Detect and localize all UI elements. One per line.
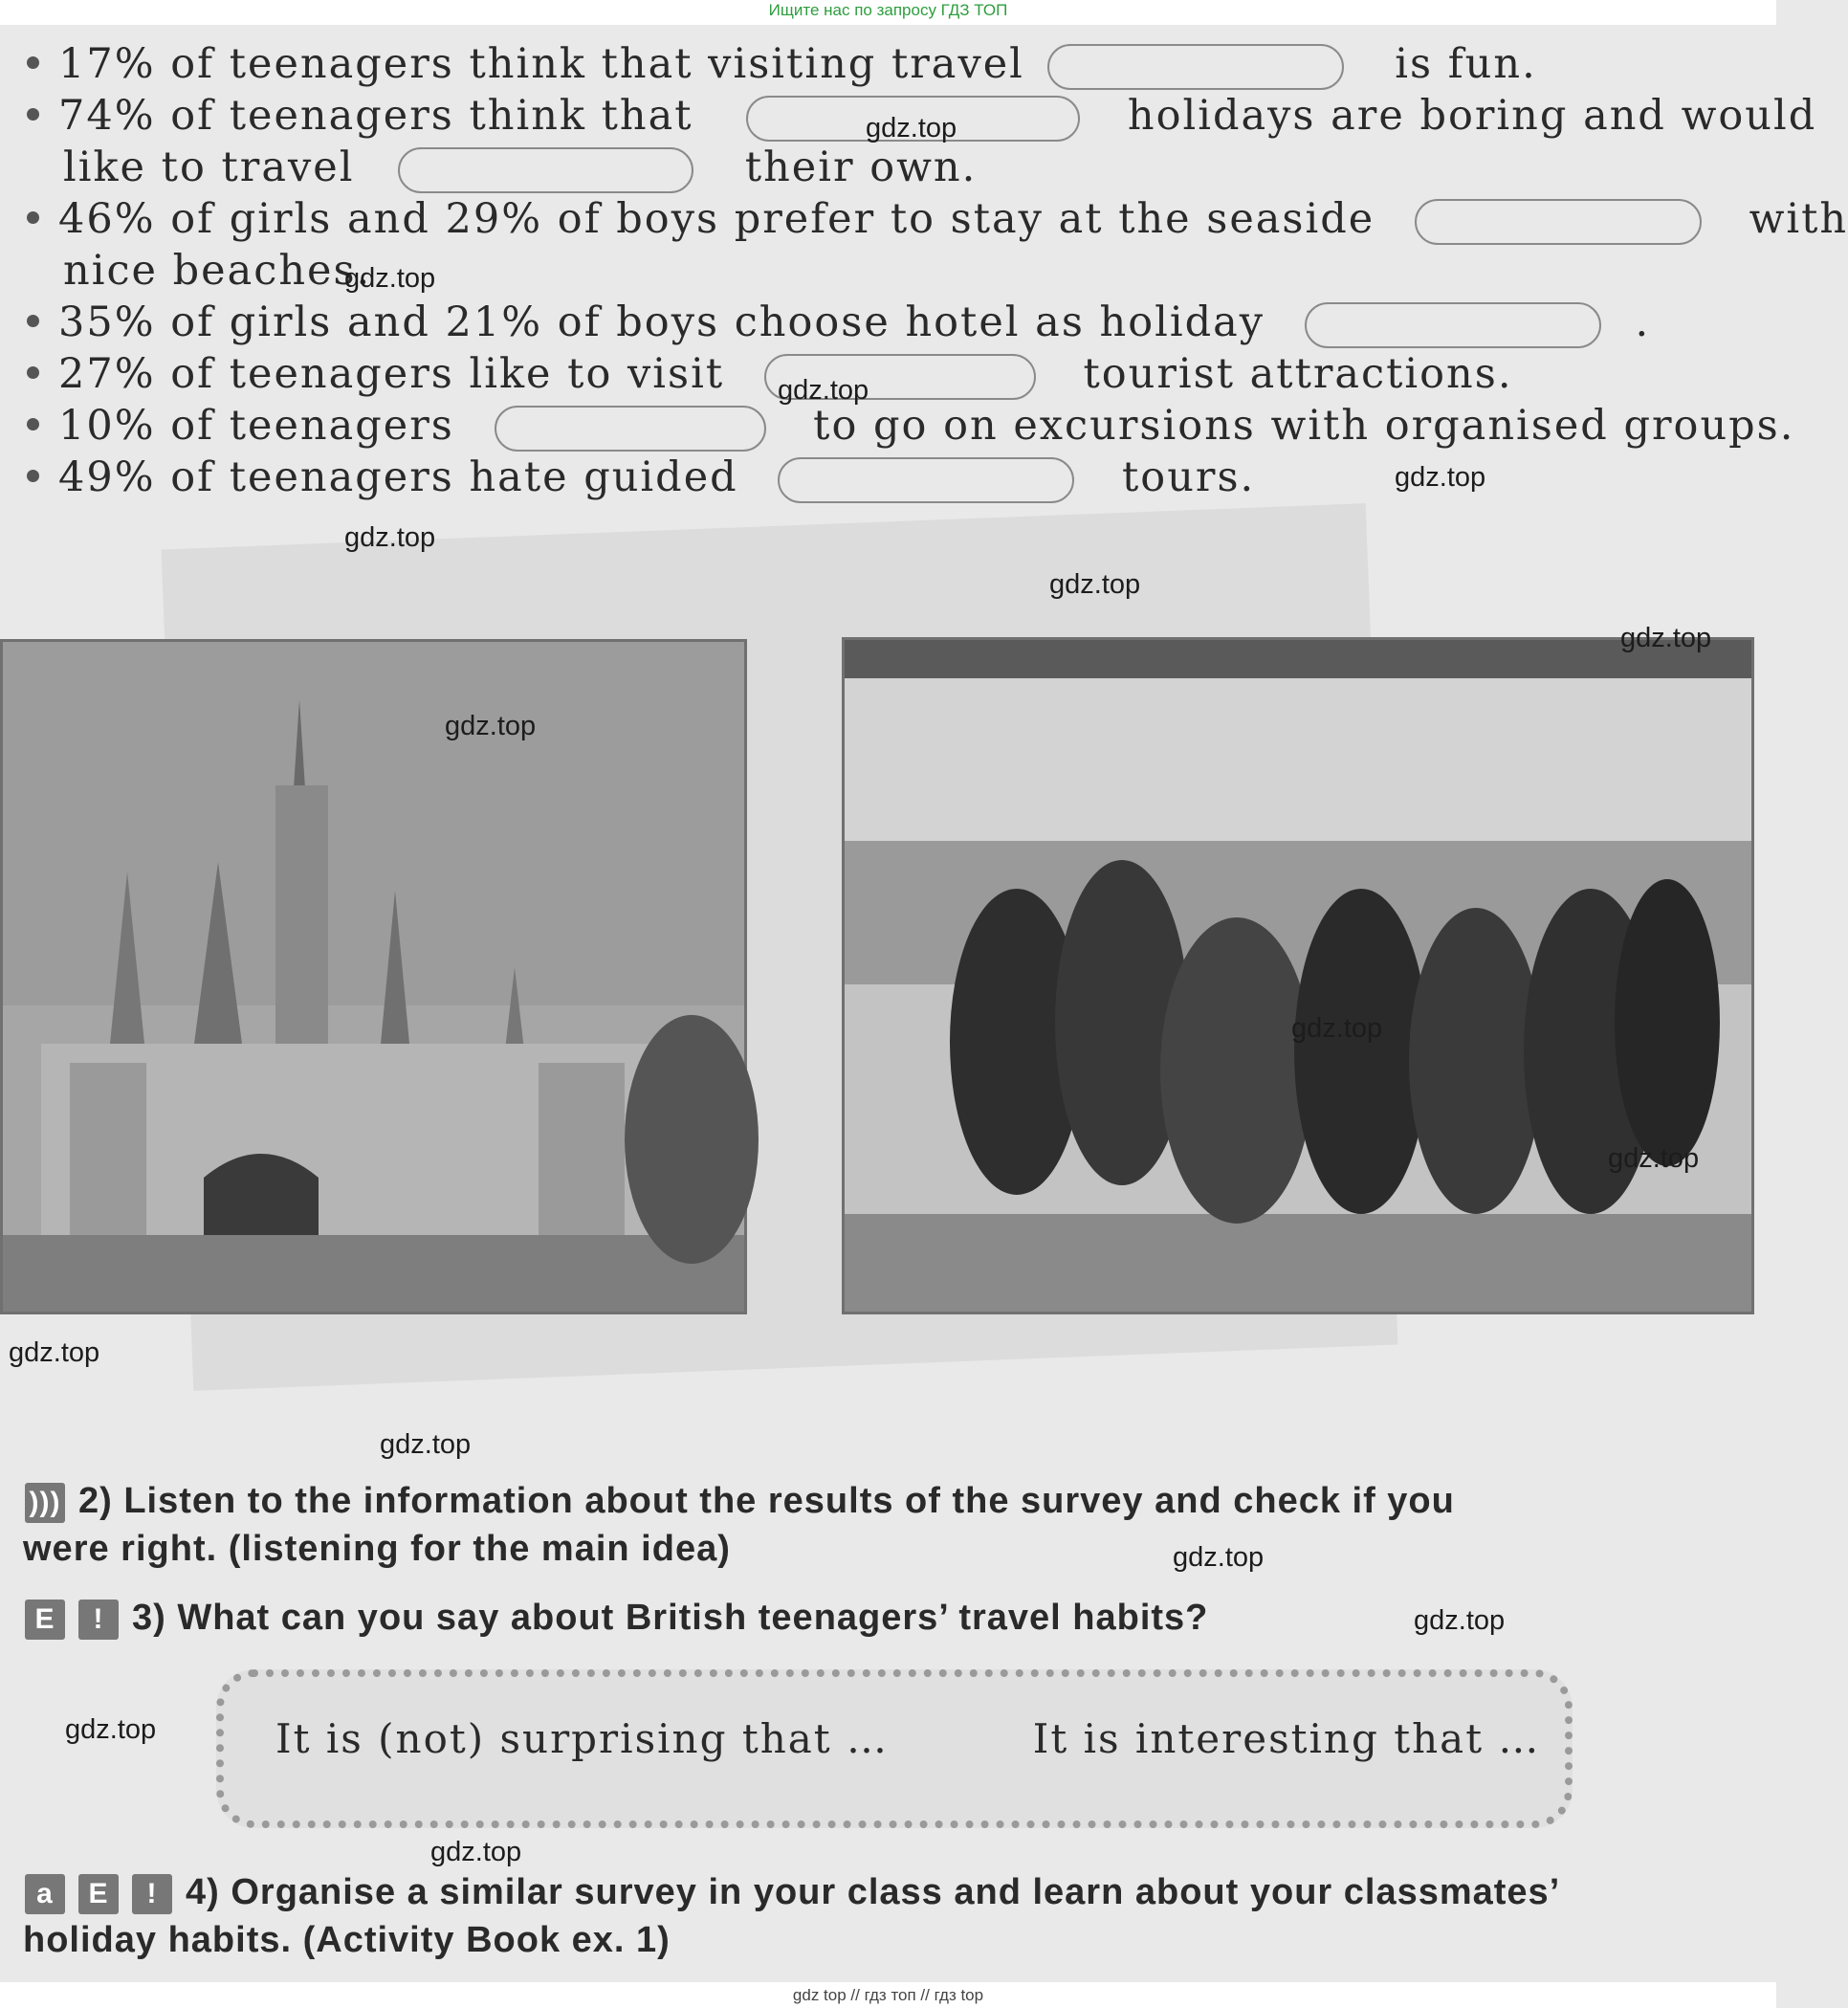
watermark: gdz.top xyxy=(1291,1013,1383,1044)
bullet-dot-icon xyxy=(27,108,39,121)
castle-photo xyxy=(0,639,747,1314)
bullet-dot-icon xyxy=(27,418,39,430)
watermark: gdz.top xyxy=(9,1337,100,1368)
bottom-banner: gdz top // гдз топ // гдз top xyxy=(0,1982,1776,2008)
bullet-item-continued: like to travel their own. xyxy=(63,143,978,191)
phrase-interesting: It is interesting that … xyxy=(1032,1715,1541,1762)
answer-gap[interactable] xyxy=(778,457,1074,503)
watermark: gdz.top xyxy=(866,113,957,143)
attention-icon: ! xyxy=(132,1874,172,1914)
task-2: ))) 2) Listen to the information about the results of the survey and check if you xyxy=(25,1481,1455,1523)
bullet-item: 46% of girls and 29% of boys prefer to stay at the seaside with xyxy=(19,193,1848,245)
watermark: gdz.top xyxy=(1395,462,1486,493)
bullet-item: 10% of teenagers to go on excursions with organised groups. xyxy=(19,400,1794,452)
group-photo xyxy=(842,637,1754,1314)
answer-gap[interactable] xyxy=(1305,302,1601,348)
watermark: gdz.top xyxy=(1414,1605,1506,1636)
castle-illustration xyxy=(3,642,744,1312)
phrase-surprising: It is (not) surprising that … xyxy=(275,1715,890,1762)
bullet-item-continued: nice beaches. xyxy=(63,247,372,295)
watermark: gdz.top xyxy=(445,711,537,741)
bullet-item: 27% of teenagers like to visit tourist attractions. xyxy=(19,348,1513,400)
top-banner: Ищите нас по запросу ГДЗ ТОП xyxy=(0,0,1776,25)
task-3: E ! 3) What can you say about British teenagers’ travel habits? xyxy=(25,1598,1208,1640)
watermark: gdz.top xyxy=(778,375,869,406)
watermark: gdz.top xyxy=(344,263,436,294)
group-illustration xyxy=(845,640,1751,1312)
task-2-continued: were right. (listening for the main idea) xyxy=(23,1529,731,1569)
attention-icon: ! xyxy=(78,1600,119,1640)
bullet-item: 17% of teenagers think that visiting travel is fun. xyxy=(19,38,1537,90)
bullet-dot-icon xyxy=(27,470,39,482)
writing-icon: a xyxy=(25,1874,65,1914)
bullet-dot-icon xyxy=(27,56,39,69)
watermark: gdz.top xyxy=(1620,623,1712,653)
bullet-item: 49% of teenagers hate guided tours. xyxy=(19,452,1255,503)
watermark: gdz.top xyxy=(65,1714,157,1745)
watermark: gdz.top xyxy=(430,1837,522,1867)
speaking-icon: E xyxy=(78,1874,119,1914)
answer-gap[interactable] xyxy=(1415,199,1702,245)
answer-gap[interactable] xyxy=(398,147,693,193)
bullet-item: 74% of teenagers think that holidays are boring and would xyxy=(19,90,1816,142)
bullet-dot-icon xyxy=(27,211,39,224)
answer-gap[interactable] xyxy=(495,406,766,452)
watermark: gdz.top xyxy=(380,1429,472,1460)
useful-phrases-box xyxy=(216,1669,1573,1828)
bullet-item: 35% of girls and 21% of boys choose hotel as holiday . xyxy=(19,297,1650,348)
watermark: gdz.top xyxy=(1049,569,1141,600)
listen-icon: ))) xyxy=(25,1483,65,1523)
watermark: gdz.top xyxy=(344,522,436,553)
task-4: a E ! 4) Organise a similar survey in your class and learn about your classmates’ xyxy=(25,1872,1560,1914)
watermark: gdz.top xyxy=(1608,1143,1700,1174)
answer-gap[interactable] xyxy=(1047,44,1344,90)
bullet-dot-icon xyxy=(27,315,39,327)
bullet-dot-icon xyxy=(27,366,39,379)
speaking-icon: E xyxy=(25,1600,65,1640)
task-4-continued: holiday habits. (Activity Book ex. 1) xyxy=(23,1920,671,1960)
watermark: gdz.top xyxy=(1173,1542,1265,1573)
